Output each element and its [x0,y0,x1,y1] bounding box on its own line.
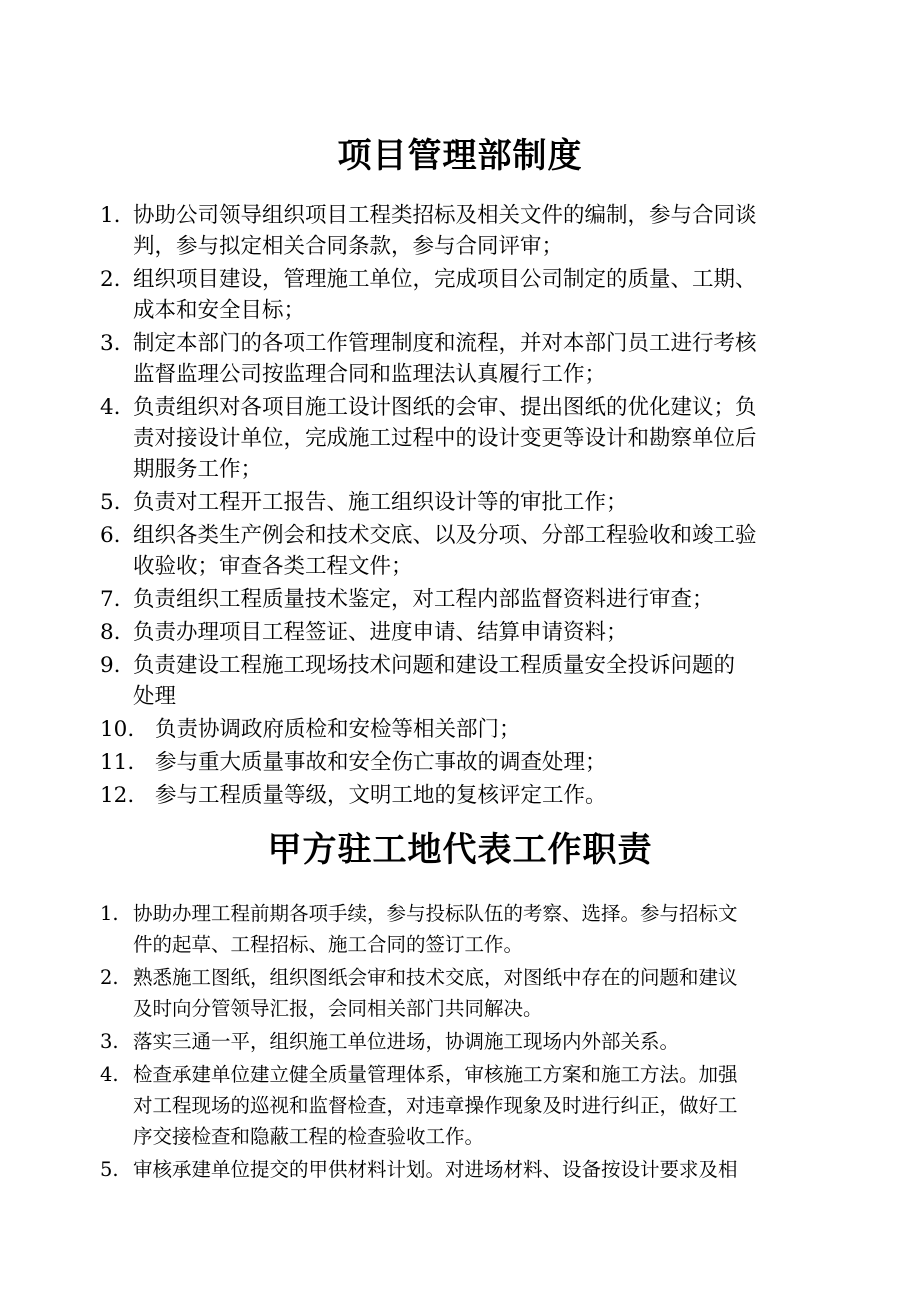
list-item-line: 熟悉施工图纸，组织图纸会审和技术交底，对图纸中存在的问题和建议 [133,966,738,989]
list-item-number: 11. [100,750,135,775]
list-item-number: 8. [100,620,121,645]
list-item-number: 4. [100,395,121,420]
list-item-number: 2. [100,966,119,989]
list-item-line: 负责建设工程施工现场技术问题和建设工程质量安全投诉问题的 [133,653,736,678]
list-item-line: 处理 [133,684,177,709]
list-item-number: 7. [100,587,121,612]
list-item-line: 审核承建单位提交的甲供材料计划。对进场材料、设备按设计要求及相 [133,1158,738,1181]
list-item-number: 12. [100,783,135,808]
list-item-number: 5. [100,1158,119,1181]
list-item-number: 2. [100,267,121,292]
list-item-line: 组织项目建设，管理施工单位，完成项目公司制定的质量、工期、 [133,267,757,292]
list-item [100,264,880,326]
list-item-line: 落实三通一平，组织施工单位进场，协调施工现场内外部关系。 [133,1030,680,1053]
list-item-number: 1. [100,203,121,228]
list-item-line: 及时向分管领导汇报，会同相关部门共同解决。 [133,997,543,1020]
section-title-management-rules: 项目管理部制度 [337,136,583,176]
list-item-number: 3. [100,331,121,356]
list-item [100,392,880,485]
list-item-line: 检查承建单位建立健全质量管理体系，审核施工方案和施工方法。加强 [133,1063,738,1086]
list-item-number: 10. [100,717,135,742]
list-item-line: 期服务工作； [133,457,263,482]
list-item-line: 监督监理公司按监理合同和监理法认真履行工作； [133,362,607,387]
list-item-line: 协助公司领导组织项目工程类招标及相关文件的编制，参与合同谈 [133,203,757,228]
list-item [100,650,880,712]
list-item [100,200,880,262]
list-item-line: 组织各类生产例会和技术交底、以及分项、分部工程验收和竣工验 [133,523,757,548]
list-item-line: 序交接检查和隐蔽工程的检查验收工作。 [133,1125,485,1148]
list-item-number: 9. [100,653,121,678]
list-item-number: 3. [100,1030,119,1053]
list-item-line: 收验收；审查各类工程文件； [133,554,413,579]
list-item [100,1026,880,1057]
list-item [100,584,880,615]
list-item [100,898,880,960]
list-item-line: 制定本部门的各项工作管理制度和流程，并对本部门员工进行考核 [133,331,757,356]
list-item-line: 负责办理项目工程签证、进度申请、结算申请资料； [133,620,628,645]
list-item-number: 6. [100,523,121,548]
list-item-number: 1. [100,902,119,925]
list-item-line: 判，参与拟定相关合同条款，参与合同评审； [133,234,564,259]
list-item-line: 对工程现场的巡视和监督检查，对违章操作现象及时进行纠正，做好工 [133,1094,738,1117]
list-item-number: 4. [100,1063,119,1086]
list-item-line: 负责组织工程质量技术鉴定，对工程内部监督资料进行审查； [133,587,714,612]
list-item-line: 负责协调政府质检和安检等相关部门； [155,717,521,742]
list-item-line: 负责组织对各项目施工设计图纸的会审、提出图纸的优化建议；负 [133,395,757,420]
list-item [100,714,880,745]
list-item [100,328,880,390]
list-item [100,487,880,518]
list-item [100,962,880,1024]
list-item [100,1154,880,1185]
list-item-line: 成本和安全目标； [133,298,306,323]
list-item-line: 参与工程质量等级，文明工地的复核评定工作。 [155,783,607,808]
list-item [100,780,880,811]
list-item [100,1059,880,1152]
list-item-line: 责对接设计单位，完成施工过程中的设计变更等设计和勘察单位后 [133,426,757,451]
list-item [100,747,880,778]
list-item-line: 参与重大质量事故和安全伤亡事故的调查处理； [155,750,607,775]
list-item-line: 件的起草、工程招标、施工合同的签订工作。 [133,933,524,956]
list-item-line: 协助办理工程前期各项手续，参与投标队伍的考察、选择。参与招标文 [133,902,738,925]
section-title-site-representative-duties: 甲方驻工地代表工作职责 [267,830,653,870]
list-item-line: 负责对工程开工报告、施工组织设计等的审批工作； [133,490,628,515]
list-item-number: 5. [100,490,121,515]
list-item [100,520,880,582]
list-item [100,617,880,648]
